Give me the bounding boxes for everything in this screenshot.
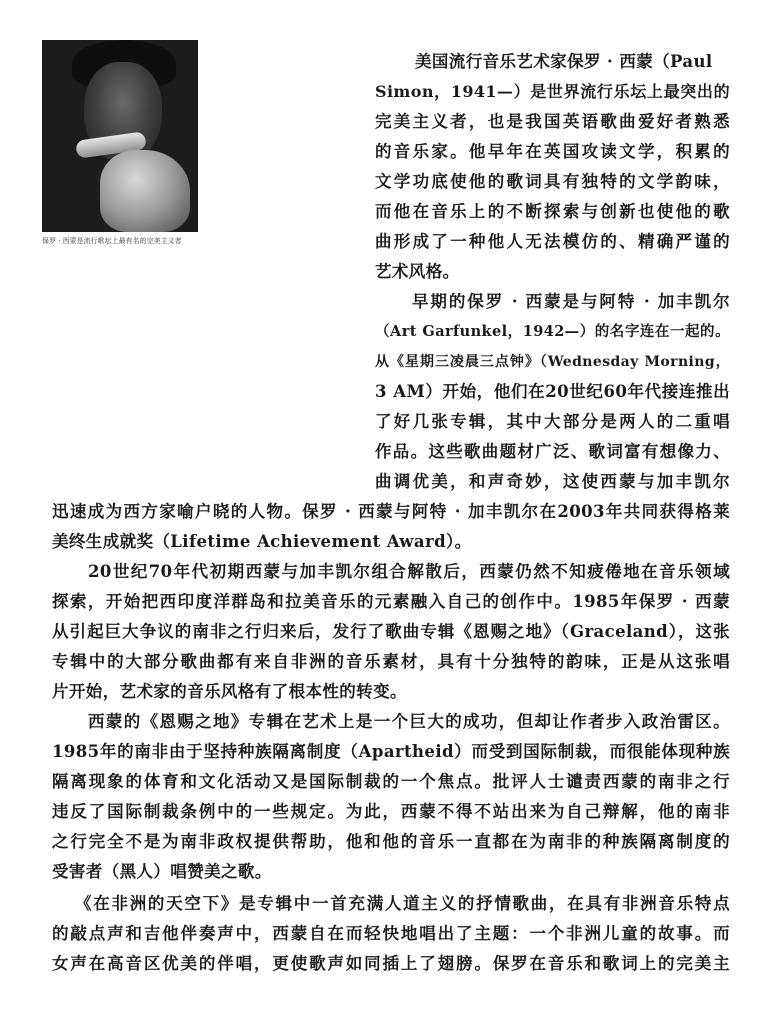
portrait-photo bbox=[42, 40, 198, 232]
text-line: 《在非洲的天空下》是专辑中一首充满人道主义的抒情歌曲，在具有非洲音乐特点 bbox=[75, 894, 730, 913]
text-line: Simon，1941—）是世界流行乐坛上最突出的 bbox=[375, 82, 730, 101]
text-line: 受害者（黑人）唱赞美之歌。 bbox=[52, 862, 272, 881]
text-line: 早期的保罗 · 西蒙是与阿特 · 加丰凯尔 bbox=[412, 292, 730, 311]
text-line: 曲调优美，和声奇妙，这使西蒙与加丰凯尔 bbox=[375, 472, 730, 491]
text-line: （Art Garfunkel，1942—）的名字连在一起的。 bbox=[375, 323, 730, 340]
text-line: 美国流行音乐艺术家保罗 · 西蒙（Paul bbox=[415, 52, 713, 71]
text-line: 之行完全不是为南非政权提供帮助，他和他的音乐一直都在为南非的种族隔离制度的 bbox=[52, 832, 730, 851]
text-line: 完美主义者，也是我国英语歌曲爱好者熟悉 bbox=[375, 112, 730, 131]
text-line: 片开始，艺术家的音乐风格有了根本性的转变。 bbox=[52, 682, 407, 701]
text-line: 迅速成为西方家喻户晓的人物。保罗 · 西蒙与阿特 · 加丰凯尔在2003年共同获得格莱 bbox=[52, 502, 730, 521]
text-line: 专辑中的大部分歌曲都有来自非洲的音乐素材，具有十分独特的韵味，正是从这张唱 bbox=[52, 652, 730, 671]
text-line: 而他在音乐上的不断探索与创新也使他的歌 bbox=[375, 202, 730, 221]
text-line: 探索，开始把西印度洋群岛和拉美音乐的元素融入自己的创作中。1985年保罗 · 西蒙 bbox=[52, 592, 730, 611]
text-line: 了好几张专辑，其中大部分是两人的二重唱 bbox=[375, 412, 730, 431]
text-line: 隔离现象的体育和文化活动又是国际制裁的一个焦点。批评人士谴责西蒙的南非之行 bbox=[52, 772, 730, 791]
text-line: 西蒙的《恩赐之地》专辑在艺术上是一个巨大的成功，但却让作者步入政治雷区。 bbox=[88, 712, 730, 731]
text-line: 美终生成就奖（Lifetime Achievement Award）。 bbox=[52, 532, 472, 551]
text-line: 女声在高音区优美的伴唱，更使歌声如同插上了翅膀。保罗在音乐和歌词上的完美主 bbox=[52, 954, 730, 973]
text-line: 违反了国际制裁条例中的一些规定。为此，西蒙不得不站出来为自己辩解，他的南非 bbox=[52, 802, 730, 821]
portrait-figure bbox=[42, 40, 198, 246]
text-line: 从引起巨大争议的南非之行归来后，发行了歌曲专辑《恩赐之地》（Graceland），这张 bbox=[52, 622, 730, 641]
photo-caption: 保罗 · 西蒙是流行歌坛上最有名的完美主义者 bbox=[42, 237, 182, 245]
text-line: 作品。这些歌曲题材广泛、歌词富有想像力、 bbox=[375, 442, 730, 461]
text-line: 文学功底使他的歌词具有独特的文学韵味， bbox=[375, 172, 730, 191]
text-line: 的音乐家。他早年在英国攻读文学，积累的 bbox=[375, 142, 730, 161]
text-line: 的敲点声和吉他伴奏声中，西蒙自在而轻快地唱出了主题：一个非洲儿童的故事。而 bbox=[52, 924, 730, 943]
text-line: 艺术风格。 bbox=[375, 262, 460, 281]
text-line: 1985年的南非由于坚持种族隔离制度（Apartheid）而受到国际制裁，而很能体现种族 bbox=[52, 742, 730, 761]
text-line: 曲形成了一种他人无法模仿的、精确严谨的 bbox=[375, 232, 730, 251]
photo-hand bbox=[100, 150, 190, 232]
text-line: 20世纪70年代初期西蒙与加丰凯尔组合解散后，西蒙仍然不知疲倦地在音乐领域 bbox=[88, 562, 730, 581]
text-line: 3 AM）开始，他们在20世纪60年代接连推出 bbox=[375, 382, 730, 401]
text-line: 从《星期三凌晨三点钟》（Wednesday Morning， bbox=[375, 354, 730, 370]
